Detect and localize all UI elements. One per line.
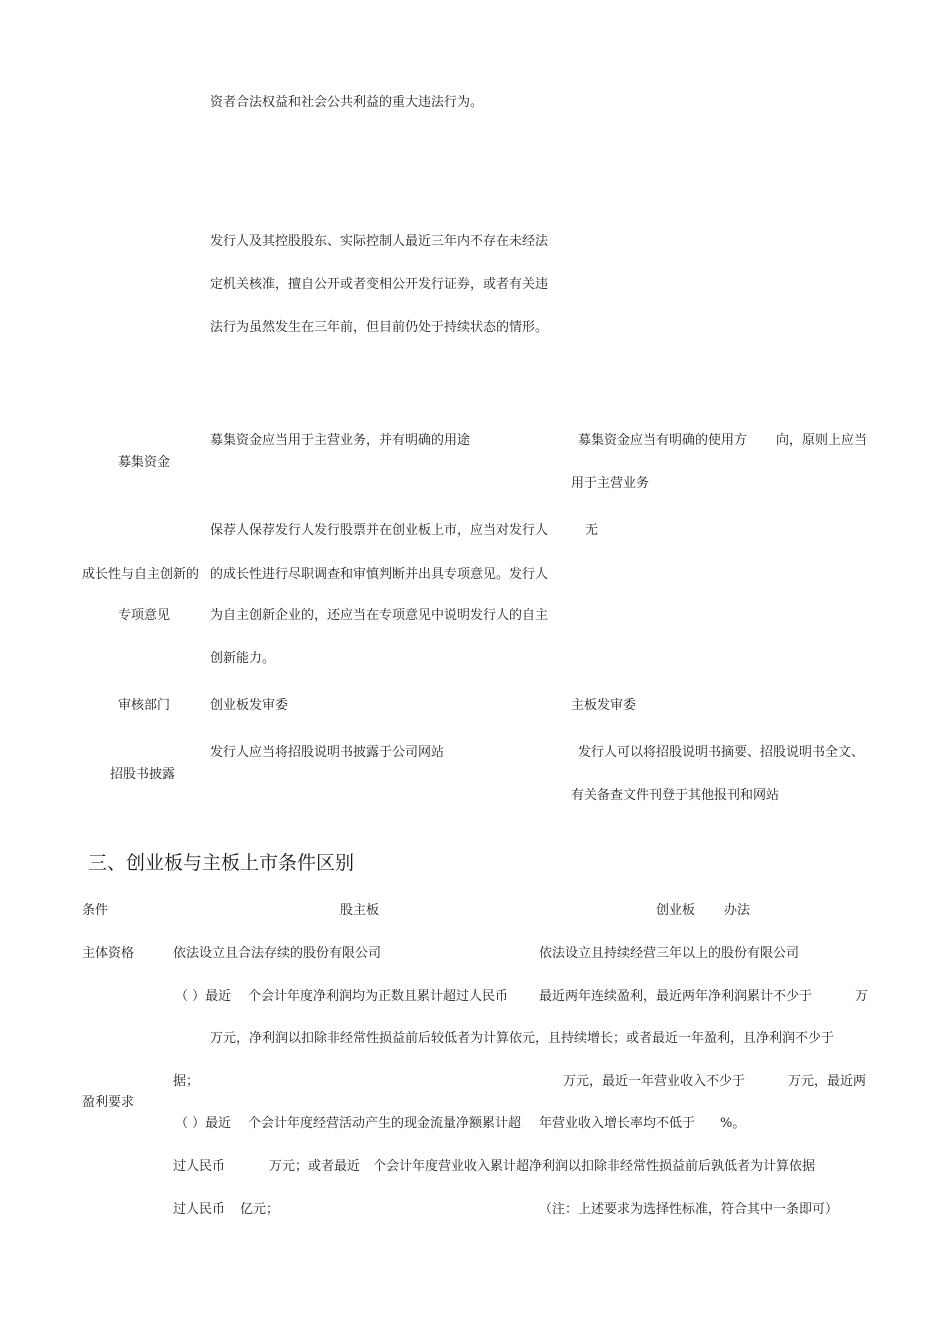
profit-line: 过人民币	[173, 1202, 226, 1217]
cell-main-entity: 依法设立且合法存续的股份有限公司	[173, 946, 382, 961]
row-label-entity: 主体资格	[82, 946, 135, 961]
profit-line: 万元，净利润以扣除非经常性损益前后较低者为计算依元，且持续增长；或者最近一年盈利，且净利润不少于	[210, 1031, 835, 1046]
row-label-growth: 成长性与自主创新的	[82, 567, 200, 582]
row-label-review: 审核部门	[118, 698, 171, 713]
profit-line: 万元，最近两	[788, 1074, 867, 1089]
profit-line: 个会计年度经营活动产生的现金流量净额累计超	[248, 1116, 522, 1131]
paragraph-line: 法行为虽然发生在三年前，但目前仍处于持续状态的情形。	[210, 320, 549, 335]
cell-gem-entity: 依法设立且持续经营三年以上的股份有限公司	[539, 946, 800, 961]
profit-line: （ ）最近	[175, 1116, 232, 1131]
profit-line: 据；	[173, 1074, 200, 1089]
cell-main-growth: 无	[585, 523, 599, 538]
profit-line: %。	[720, 1116, 746, 1131]
paragraph-line: 定机关核准，擅自公开或者变相公开发行证券，或者有关违	[210, 277, 549, 292]
row-label-profit: 盈利要求	[82, 1095, 135, 1110]
cell-gem-fundraising: 募集资金应当用于主营业务，并有明确的用途	[210, 433, 471, 448]
header-condition: 条件	[82, 903, 109, 918]
profit-line: 万元，最近一年营业收入不少于	[563, 1074, 746, 1089]
cell-gem-growth: 创新能力。	[210, 651, 276, 666]
profit-line: （ ）最近	[175, 989, 232, 1004]
header-measures: 办法	[724, 903, 751, 918]
header-gem: 创业板	[656, 903, 696, 918]
profit-line: 万元；或者最近	[269, 1159, 361, 1174]
cell-gem-growth: 保荐人保荐发行人发行股票并在创业板上市，应当对发行人	[210, 523, 549, 538]
cell-gem-review: 创业板发审委	[210, 698, 289, 713]
cell-main-fundraising: 用于主营业务	[571, 476, 650, 491]
cell-gem-growth: 的成长性进行尽职调查和审慎判断并出具专项意见。发行人	[210, 567, 549, 582]
profit-line: 过人民币	[173, 1159, 226, 1174]
cell-main-review: 主板发审委	[571, 698, 637, 713]
profit-line: 个会计年度营业收入累计超净利润以扣除非经常性损益前后孰低者为计算依据	[373, 1159, 816, 1174]
cell-gem-prospectus: 发行人应当将招股说明书披露于公司网站	[210, 745, 445, 760]
row-label-growth: 专项意见	[118, 608, 171, 623]
profit-line: 万	[855, 989, 869, 1004]
header-main-board: 股主板	[340, 903, 380, 918]
cell-main-prospectus: 有关备查文件刊登于其他报刊和网站	[571, 788, 780, 803]
section-heading: 三、创业板与主板上市条件区别	[88, 852, 355, 874]
paragraph-line: 资者合法权益和社会公共利益的重大违法行为。	[210, 95, 484, 110]
cell-main-fundraising: 向，原则上应当	[776, 433, 868, 448]
profit-line: 最近两年连续盈利，最近两年净利润累计不少于	[539, 989, 813, 1004]
paragraph-line: 发行人及其控股股东、实际控制人最近三年内不存在未经法	[210, 234, 549, 249]
row-label-prospectus: 招股书披露	[110, 767, 176, 782]
cell-gem-growth: 为自主创新企业的，还应当在专项意见中说明发行人的自主	[210, 608, 549, 623]
row-label-fundraising: 募集资金	[118, 455, 171, 470]
profit-line: 亿元；	[240, 1202, 280, 1217]
profit-line: 个会计年度净利润均为正数且累计超过人民币	[248, 989, 509, 1004]
cell-main-fundraising: 募集资金应当有明确的使用方	[578, 433, 748, 448]
profit-note: （注：上述要求为选择性标准，符合其中一条即可）	[539, 1202, 839, 1217]
cell-main-prospectus: 发行人可以将招股说明书摘要、招股说明书全文、	[578, 745, 865, 760]
profit-line: 年营业收入增长率均不低于	[539, 1116, 696, 1131]
